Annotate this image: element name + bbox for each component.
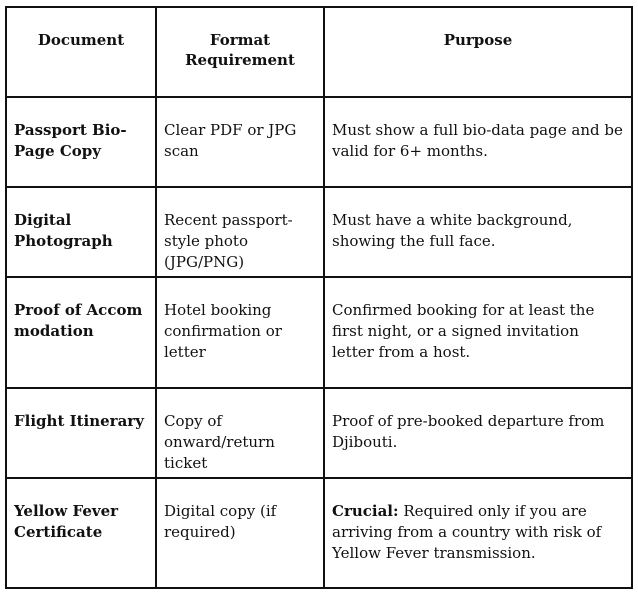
cell-purpose bbox=[324, 187, 632, 277]
header-format-requirement bbox=[156, 7, 324, 97]
cell-format: Clear PDF or JPG scan bbox=[156, 97, 324, 187]
header-format-line1: Format bbox=[209, 31, 271, 49]
cell-purpose bbox=[324, 388, 632, 478]
cell-purpose bbox=[324, 97, 632, 187]
header-document: Document bbox=[6, 7, 156, 97]
table-row bbox=[6, 478, 632, 588]
header-format-line2: Requirement bbox=[185, 51, 295, 69]
cell-format: Recent passport-style photo (JPG/PNG) bbox=[156, 187, 324, 277]
requirements-table bbox=[5, 6, 633, 589]
cell-format: Hotel booking confirmation or letter bbox=[156, 277, 324, 388]
cell-document: Proof of Accommodation bbox=[6, 277, 156, 388]
cell-document: Flight Itinerary bbox=[6, 388, 156, 478]
cell-format: Copy of onward/return ticket bbox=[156, 388, 324, 478]
purpose-text: Required only if you are arriving from a country with risk of Yellow Fever transmission. bbox=[332, 502, 602, 562]
header-purpose: Purpose bbox=[324, 7, 632, 97]
purpose-text: Confirmed booking for at least the first night, or a signed invitation letter from a host. bbox=[332, 301, 595, 361]
cell-purpose bbox=[324, 277, 632, 388]
cell-purpose bbox=[324, 478, 632, 588]
table-row bbox=[6, 388, 632, 478]
table-row bbox=[6, 187, 632, 277]
purpose-text: Must have a white background, showing the full face. bbox=[332, 211, 573, 250]
cell-document: Passport Bio-Page Copy bbox=[6, 97, 156, 187]
table-row bbox=[6, 97, 632, 187]
purpose-lead: Crucial: bbox=[332, 502, 399, 520]
table-row bbox=[6, 277, 632, 388]
purpose-text: Proof of pre-booked departure from Djibouti. bbox=[332, 412, 605, 451]
cell-document: Yellow Fever Certificate bbox=[6, 478, 156, 588]
table-header-row bbox=[6, 7, 632, 97]
cell-format: Digital copy (if required) bbox=[156, 478, 324, 588]
cell-document: Digital Photograph bbox=[6, 187, 156, 277]
purpose-text: Must show a full bio-data page and be valid for 6+ months. bbox=[332, 121, 623, 160]
